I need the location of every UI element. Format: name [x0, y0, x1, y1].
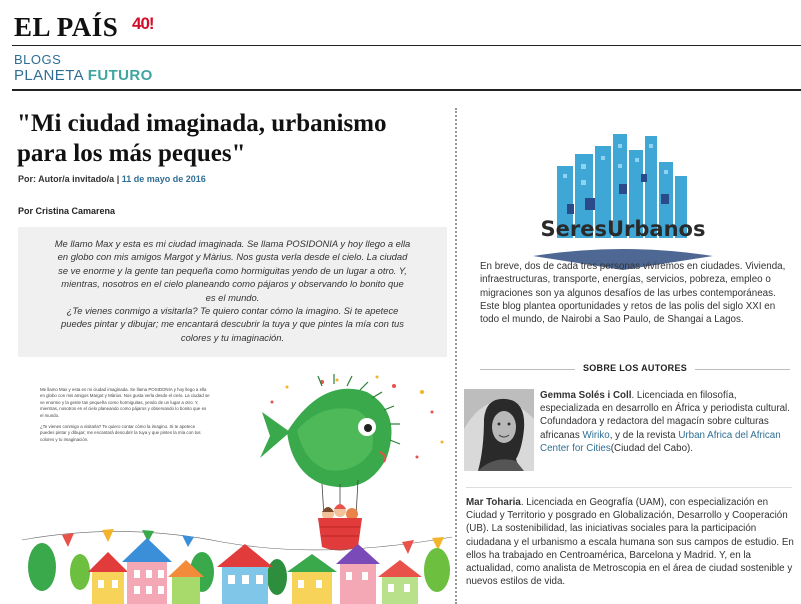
author-bio-1-text-b: , y de la revista: [609, 429, 679, 441]
illustration-caption-p1: Me llamo Max y esta es mi ciudad imaginada. Se llama POSIDONIA y hoy llego a ella en globo con mis amigos Margot y Màrius. Nos gusta verla desde el cielo. La ciudad se ve enorme y la gente tan pequeña como hormiguitas, yendo de un lugar a otro. Y, mientras, nosotros en el cielo planeando como pájaros y observando lo bonito que es el mundo.: [40, 387, 210, 418]
byline-author: Por: Autor/a invitado/a: [18, 174, 115, 184]
column-divider: [455, 108, 457, 604]
sidebar: [458, 92, 801, 604]
article-title[interactable]: "Mi ciudad imaginada, urbanismo para los más peques": [17, 110, 387, 167]
author-name-1: Gemma Solés i Coll: [540, 390, 632, 401]
author-name-2: Mar Toharia: [466, 497, 521, 508]
about-authors-heading: [480, 362, 790, 376]
article: [12, 92, 452, 604]
byline: [18, 174, 206, 184]
quote-line: Me llamo Max y esta es mi ciudad imaginada. Se llama POSIDONIA y hoy llego a ella: [54, 238, 411, 249]
author-bio-1-text-c: (Ciudad del Cabo).: [610, 442, 694, 454]
anniversary-badge: 40!: [132, 14, 154, 33]
intro-quote: [18, 227, 447, 357]
skyline-icon: [523, 114, 723, 274]
illustration-caption-p2: ¿Te vienes conmigo a visitarla? Te quiero contar cómo la imagino. Si te apetece puedes pintar y dibujar; me encantará descubrir la tuya y que pintes la mía con tus colores y tu imaginación.: [40, 424, 201, 442]
author-bio-1: [540, 389, 790, 455]
urban-africa-link[interactable]: Urban Africa del African Center for Cities: [540, 429, 781, 454]
quote-line: es el mundo.: [205, 291, 260, 303]
quote-line: en globo con mis amigos Margot y Màrius. Nos gusta verla desde el cielo. La ciudad: [57, 251, 408, 263]
blog-title-first: PLANETA: [14, 67, 84, 84]
blog-title-second: FUTURO: [87, 67, 153, 84]
quote-line: colores y tu imaginación.: [180, 331, 285, 343]
wiriko-link[interactable]: Wiriko: [582, 429, 610, 441]
quote-line: mientras, nosotros en el cielo planeando como pájaros y observando lo bonito que: [61, 278, 404, 290]
seres-urbanos-logo[interactable]: [523, 114, 723, 274]
site-logo[interactable]: EL PAÍS: [14, 12, 119, 42]
byline-separator: |: [114, 174, 122, 184]
article-date: 11 de mayo de 2016: [121, 174, 206, 184]
quote-line: ¿Te vienes conmigo a visitarla? Te quiero contar cómo la imagino. Si te apetece: [66, 305, 399, 317]
article-author: Por Cristina Camarena: [18, 206, 116, 216]
seres-urbanos-wordmark: SeresUrbanos: [540, 217, 706, 241]
author-avatar: [464, 389, 534, 471]
blog-divider: [12, 89, 801, 91]
quote-line: puedes pintar y dibujar; me encantará descubrir la tuya y que pintes la mía con tus: [61, 318, 404, 330]
author-bio-1-text-a: . Licenciada en filosofía, especializada en desarrollo en África y periodista cultural. Cofundadora y redactora del magacín sobre culturas africanas: [540, 390, 790, 441]
author-divider: [466, 487, 792, 488]
masthead[interactable]: [14, 12, 174, 42]
blog-title[interactable]: [14, 67, 153, 84]
about-authors-label: SOBRE LOS AUTORES: [575, 363, 695, 373]
article-illustration[interactable]: [22, 372, 452, 604]
author-bio-2: [466, 496, 794, 588]
blog-description: En breve, dos de cada tres personas viviremos en ciudades. Vivienda, infraestructuras, transporte, energías, servicios, pobreza, empleo o migraciones son ya algunos desafíos de las urbes contemporáneas. Este blog plantea oportunidades y retos de las polis del siglo XXI en todo el mundo, de Nairobi a Sao Paulo, de Shangai a Lagos.: [480, 261, 786, 326]
header-divider: [12, 45, 801, 46]
author-bio-2-text: . Licenciada en Geografía (UAM), con especialización en Ciudad y Territorio y posgrado en Globalización, Desarrollo y Cooperación (UB). La sostenibilidad, las iniciativas sociales para la participación ciudadana y el urbanismo a escala humana son sus campos de estudio. En ellos ha trabajado en Centroamérica, Barcelona y Madrid. Y, en la actualidad, como analista de Metroscopia en el área de ciudad sostenible y nuevos estilos de vida.: [466, 497, 794, 588]
section-label[interactable]: BLOGS: [14, 52, 62, 67]
quote-line: se ve enorme y la gente tan pequeña como hormiguitas yendo de un lugar a otro. Y,: [58, 264, 407, 276]
fish-balloon-city-drawing: [22, 372, 452, 604]
author-portrait-icon: [464, 389, 534, 471]
